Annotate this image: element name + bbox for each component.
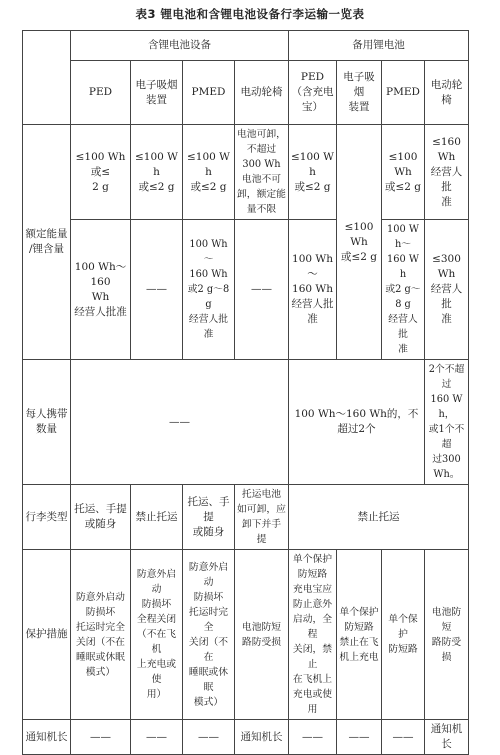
lithium-battery-table bbox=[22, 30, 469, 755]
row-label-protection: 保护措施 bbox=[23, 550, 71, 720]
corner-cell bbox=[23, 31, 71, 125]
col-header-ped: PED bbox=[71, 61, 131, 125]
cell-energy-spare-wheelchair-b: ≤300 Wh 经营人批 准 bbox=[425, 220, 469, 360]
cell-baggage-wheelchair: 托运电池 如可卸，应 卸下并手 提 bbox=[235, 485, 289, 550]
cell-protection-spare-pmed: 单个保护 防短路 bbox=[382, 550, 425, 720]
col-header-pmed: PMED bbox=[183, 61, 235, 125]
cell-energy-ped-a: ≤100 Wh或≤ 2 g bbox=[71, 125, 131, 220]
cell-notify-spare-pmed: —— bbox=[382, 720, 425, 755]
cell-baggage-pmed: 托运、手提 或随身 bbox=[183, 485, 235, 550]
cell-protection-pmed: 防意外启动 防损坏 托运时完全 关闭（不在 睡眠或休眠 模式） bbox=[183, 550, 235, 720]
row-label-notify-captain: 通知机长 bbox=[23, 720, 71, 755]
cell-notify-spare-ped: —— bbox=[289, 720, 337, 755]
cell-energy-spare-pmed-b: 100 Wh～ 160 Wh 或2 g～8 g 经营人批 准 bbox=[382, 220, 425, 360]
cell-notify-ecig: —— bbox=[131, 720, 183, 755]
cell-energy-pmed-b: 100 Wh～ 160 Wh 或2 g～8 g 经营人批 准 bbox=[183, 220, 235, 360]
cell-protection-ped: 防意外启动 防损坏 托运时完全 关闭（不在 睡眠或休眠 模式） bbox=[71, 550, 131, 720]
cell-baggage-spare: 禁止托运 bbox=[289, 485, 469, 550]
cell-energy-pmed-a: ≤100 Wh 或≤2 g bbox=[183, 125, 235, 220]
cell-baggage-ped: 托运、手提 或随身 bbox=[71, 485, 131, 550]
cell-notify-spare-ecig: —— bbox=[337, 720, 382, 755]
cell-energy-wheelchair: 电池可卸， 不超过 300 Wh 电池不可 卸，额定能 量不限 bbox=[235, 125, 289, 220]
cell-energy-wheelchair-b: —— bbox=[235, 220, 289, 360]
cell-quantity-devices: —— bbox=[71, 360, 289, 485]
cell-quantity-spare: 100 Wh～160 Wh的，不超过2个 bbox=[289, 360, 425, 485]
cell-baggage-ecig: 禁止托运 bbox=[131, 485, 183, 550]
cell-protection-spare-wheelchair: 电池防短 路防受损 bbox=[425, 550, 469, 720]
col-header-spare-ecig: 电子吸烟 装置 bbox=[337, 61, 382, 125]
cell-energy-ped-b: 100 Wh～160 Wh 经营人批准 bbox=[71, 220, 131, 360]
group-header-lithium-devices: 含锂电池设备 bbox=[71, 31, 289, 61]
cell-notify-pmed: —— bbox=[183, 720, 235, 755]
col-header-spare-ped: PED （含充电 宝） bbox=[289, 61, 337, 125]
row-label-rated-energy: 额定能量 /锂含量 bbox=[23, 125, 71, 360]
row-label-quantity: 每人携带 数量 bbox=[23, 360, 71, 485]
col-header-wheelchair: 电动轮椅 bbox=[235, 61, 289, 125]
cell-quantity-spare-wheelchair: 2个不超过 160 Wh， 或1个不超 过300 Wh。 bbox=[425, 360, 469, 485]
col-header-ecig: 电子吸烟 装置 bbox=[131, 61, 183, 125]
table-caption: 表3 锂电池和含锂电池设备行李运输一览表 bbox=[135, 7, 365, 21]
cell-energy-ecig-b: —— bbox=[131, 220, 183, 360]
cell-energy-spare-pmed-a: ≤100 Wh 或≤2 g bbox=[382, 125, 425, 220]
cell-energy-spare-wheelchair-a: ≤160 Wh 经营人批 准 bbox=[425, 125, 469, 220]
cell-energy-spare-ped-b: 100 Wh～ 160 Wh 经营人批 准 bbox=[289, 220, 337, 360]
row-label-baggage-type: 行李类型 bbox=[23, 485, 71, 550]
cell-energy-spare-ecig: ≤100 Wh 或≤2 g bbox=[337, 125, 382, 360]
cell-protection-ecig: 防意外启动 防损坏 全程关闭 （不在飞机 上充电或使 用） bbox=[131, 550, 183, 720]
cell-energy-ecig-a: ≤100 Wh 或≤2 g bbox=[131, 125, 183, 220]
group-header-spare-batteries: 备用锂电池 bbox=[289, 31, 469, 61]
cell-notify-wheelchair: 通知机长 bbox=[235, 720, 289, 755]
cell-protection-spare-ecig: 单个保护 防短路 禁止在飞 机上充电 bbox=[337, 550, 382, 720]
cell-notify-ped: —— bbox=[71, 720, 131, 755]
col-header-spare-pmed: PMED bbox=[382, 61, 425, 125]
cell-protection-wheelchair: 电池防短 路防受损 bbox=[235, 550, 289, 720]
cell-protection-spare-ped: 单个保护 防短路 充电宝应 防止意外 启动，全程 关闭，禁止 在飞机上 充电或使 用 bbox=[289, 550, 337, 720]
cell-notify-spare-wheelchair: 通知机长 bbox=[425, 720, 469, 755]
cell-energy-spare-ped-a: ≤100 Wh 或≤2 g bbox=[289, 125, 337, 220]
col-header-spare-wheelchair: 电动轮椅 bbox=[425, 61, 469, 125]
